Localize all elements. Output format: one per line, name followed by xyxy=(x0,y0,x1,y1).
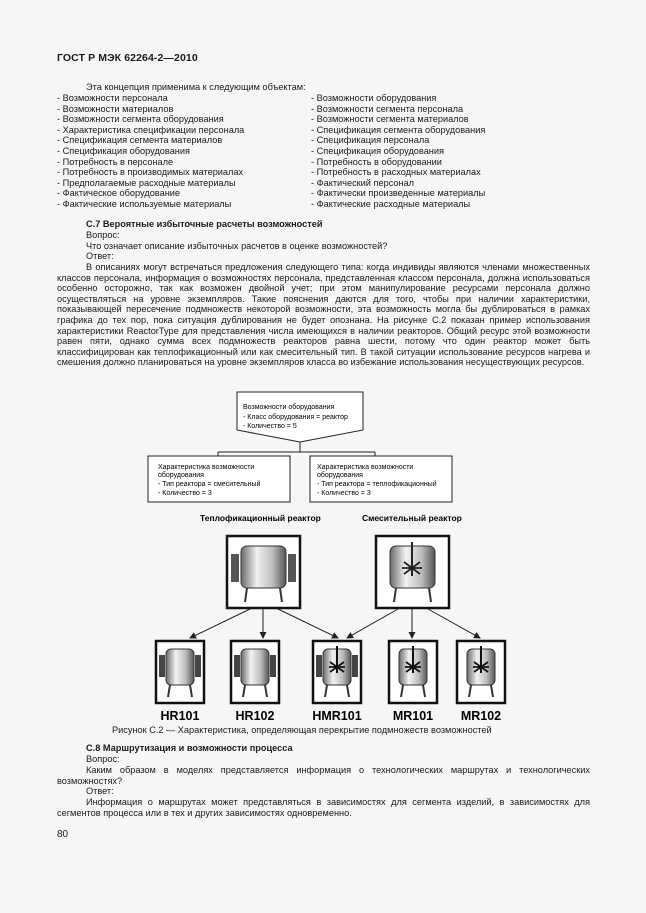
list-item: - Предполагаемые расходные материалы xyxy=(57,177,236,188)
arrows xyxy=(190,609,480,638)
list-item: - Потребность в производимых материалах xyxy=(57,167,244,178)
c7-question-label: Вопрос: xyxy=(86,230,120,240)
list-item: - Спецификация сегмента материалов xyxy=(57,135,223,146)
top-capability-box xyxy=(237,392,363,442)
reactor-hr101-icon xyxy=(156,641,204,703)
c8-question xyxy=(57,765,590,786)
reactor-label-hmr101: HMR101 xyxy=(312,709,362,720)
left-box-title2: оборудования xyxy=(158,472,204,479)
list-item: - Спецификация оборудования xyxy=(57,145,190,156)
right-box-line2: - Количество = 3 xyxy=(317,490,371,497)
c8-answer xyxy=(57,797,590,818)
reactor-label-hr101: HR101 xyxy=(160,709,200,720)
list-item: - Характеристика спецификации персонала xyxy=(57,124,245,135)
reactor-mr101-icon xyxy=(389,641,437,703)
list-right xyxy=(311,93,485,210)
section-c7-heading: С.7 Вероятные избыточные расчеты возможностей xyxy=(86,219,323,229)
list-item: - Возможности сегмента персонала xyxy=(311,103,464,114)
list-item: - Возможности сегмента материалов xyxy=(311,114,469,125)
list-item: - Потребность в оборудовании xyxy=(311,156,442,167)
top-box-line1: - Класс оборудования = реактор xyxy=(243,414,348,421)
c8-question-text: Каким образом в моделях представляется информация о технологических маршрутах и технологических возможностях? xyxy=(57,765,590,786)
list-item: - Фактический персонал xyxy=(311,177,415,188)
list-item: - Спецификация оборудования xyxy=(311,145,444,156)
label-heat-reactor: Теплофикационный реактор xyxy=(200,513,321,523)
list-item: - Фактические используемые материалы xyxy=(57,198,232,209)
c7-question: Что означает описание избыточных расчетов в оценке возможностей? xyxy=(86,241,388,251)
list-item: - Возможности сегмента оборудования xyxy=(57,114,224,125)
c7-answer-text: В описаниях могут встречаться предложения следующего типа: когда индивиды являются членами множественных классов персонала, информация о возможностях персонала, представленная классом персонала, должна использоваться особенно осторожно, так как возможен двойной учет; при этом манипулирование ресурсами персонала должно осуществляться на уровне экземпляров. Такие пояснения даются для того, чтобы при наличии характеристики, показывающей пересечение подмножеств некоторой возможности, эта возможность могла бы дублироваться в рамках графика до тех пор, пока ситуация дублирования не будет опознана. На рисунке С.2 показан пример использования характеристики ReactorType для представления числа имеющихся в наличии реакторов. Общий ресурс этой возможности равен пяти, однако сумма всех подмножеств реакторов равна шести, потому что один реактор может быть классифицирован как теплофикационный или как смесительный тип. В такой ситуации использование ресурсов нагрева и смешения должно планироваться на уровне экземпляров класса во избежание использования несуществующих ресурсов. xyxy=(57,262,590,368)
reactor-mr102-icon xyxy=(457,641,505,703)
reactor-hr102-icon xyxy=(231,641,279,703)
list-item: - Фактические расходные материалы xyxy=(311,198,471,209)
list-item: - Возможности материалов xyxy=(57,103,174,114)
c7-answer-label: Ответ: xyxy=(86,251,114,261)
intro-text: Эта концепция применима к следующим объектам: xyxy=(86,82,306,92)
right-characteristic-box xyxy=(310,456,452,502)
top-box-line2: - Количество = 5 xyxy=(243,423,297,430)
list-item: - Фактическое оборудование xyxy=(57,188,181,199)
left-box-line2: - Количество = 3 xyxy=(158,490,212,497)
reactor-hmr101-icon xyxy=(313,641,361,703)
left-box-line1: - Тип реактора = смесительный xyxy=(158,481,261,488)
c8-question-label: Вопрос: xyxy=(86,754,120,764)
reactor-label-mr102: MR102 xyxy=(460,709,502,720)
list-item: - Фактически произведенные материалы xyxy=(311,188,486,199)
c7-answer xyxy=(57,262,590,368)
left-box-title: Характеристика возможности xyxy=(158,464,255,471)
page-number: 80 xyxy=(57,829,69,840)
list-item: - Спецификация сегмента оборудования xyxy=(311,124,486,135)
section-c8-heading: С.8 Маршрутизация и возможности процесса xyxy=(86,743,293,753)
right-box-line1: - Тип реактора = теплофикационный xyxy=(317,481,437,488)
c8-answer-text: Информация о маршрутах может представляться в зависимостях для сегмента изделий, в зависимостях для сегментов процесса или в тех и других зависимостях одновременно. xyxy=(57,797,590,818)
list-left xyxy=(57,93,244,210)
mix-reactor-icon xyxy=(376,536,449,608)
right-box-title: Характеристика возможности xyxy=(317,464,414,471)
left-characteristic-box xyxy=(148,456,290,502)
label-mix-reactor: Смесительный реактор xyxy=(362,513,462,523)
figure-c2 xyxy=(140,390,580,720)
right-box-title2: оборудования xyxy=(317,472,363,479)
list-item: - Спецификация персонала xyxy=(311,135,430,146)
reactor-label-mr101: MR101 xyxy=(392,709,434,720)
reactor-label-hr102: HR102 xyxy=(235,709,275,720)
list-item: - Потребность в персонале xyxy=(57,156,174,167)
top-box-title: Возможности оборудования xyxy=(243,404,335,411)
list-item: - Потребность в расходных материалах xyxy=(311,167,481,178)
list-item: - Возможности персонала xyxy=(57,93,168,103)
heat-reactor-icon xyxy=(227,536,300,608)
c8-answer-label: Ответ: xyxy=(86,786,114,796)
figure-caption: Рисунок С.2 — Характеристика, определяющая перекрытие подмножеств возможностей xyxy=(112,725,492,735)
page-header: ГОСТ Р МЭК 62264-2—2010 xyxy=(57,52,198,64)
list-item: - Возможности оборудования xyxy=(311,93,437,103)
